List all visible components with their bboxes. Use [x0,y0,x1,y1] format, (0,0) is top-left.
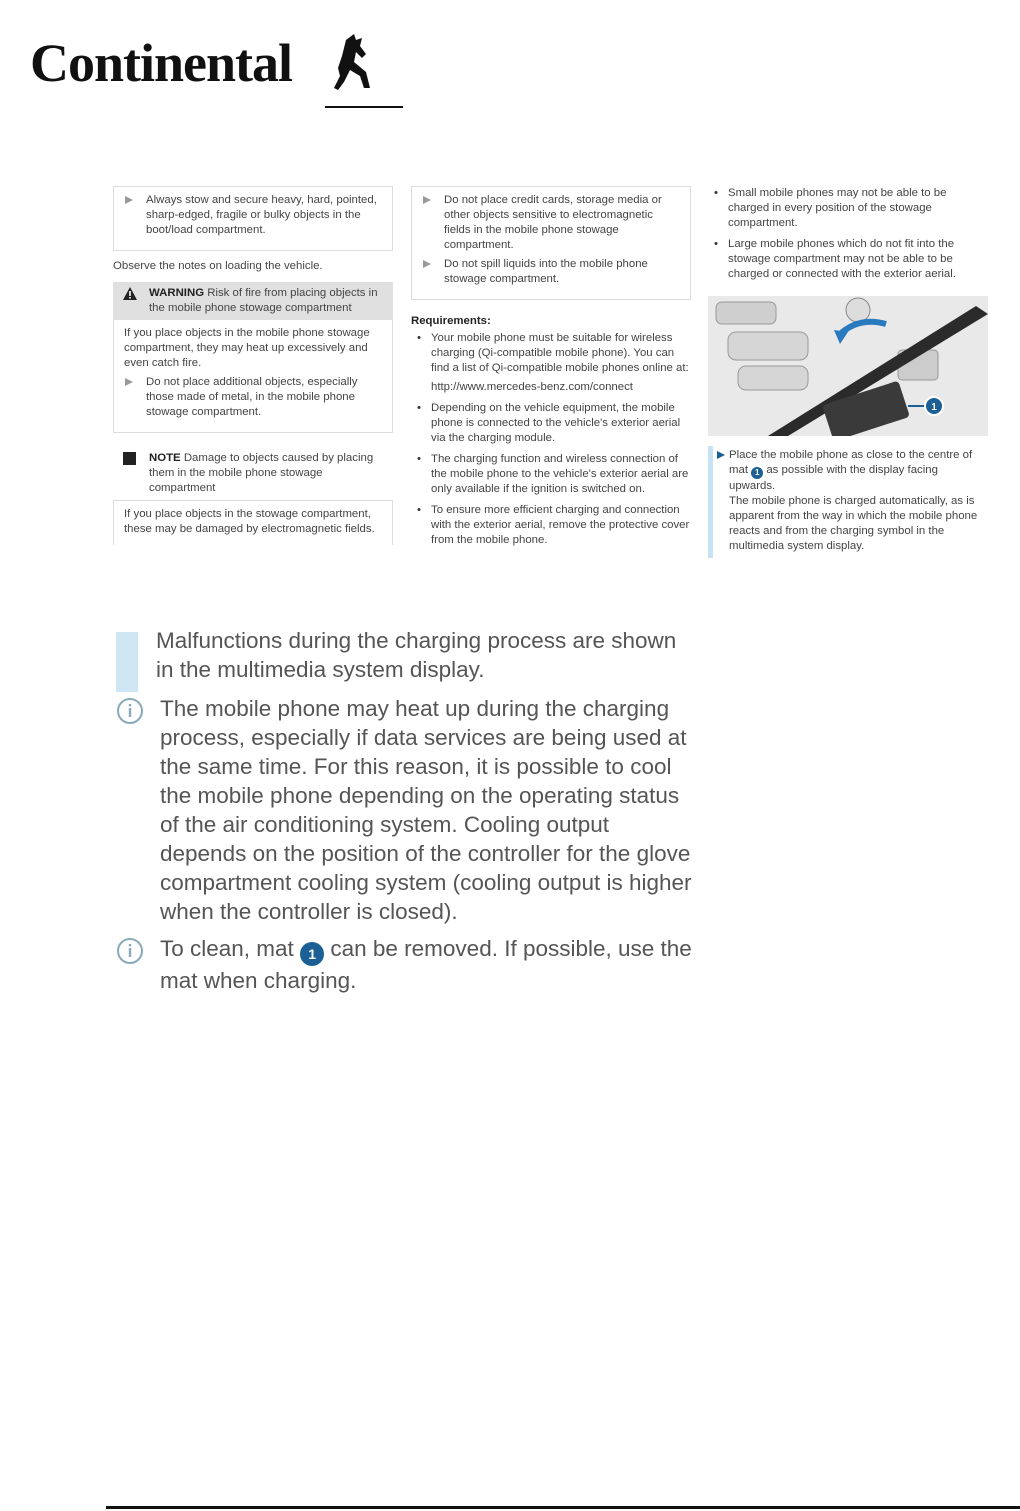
phone-size-list [708,186,990,282]
column-3 [708,186,990,558]
connect-url: http://www.mercedes-benz.com/connect [431,381,633,393]
list-item-text: Small mobile phones may not be able to be charged in every position of the stowage compartment. [728,187,947,229]
warning-action-text: Do not place additional objects, especially those made of metal, in the mobile phone stowage compartment. [146,376,358,418]
mat-callout-badge: 1 [751,467,763,479]
mat-callout-badge: 1 [300,942,324,966]
instruction-item [422,193,680,253]
info-icon [116,937,144,965]
list-item-text: Large mobile phones which do not fit into the stowage compartment may not be able to be charged or connected with the exterior aerial. [728,238,956,280]
list-item [708,186,990,231]
instruction-item [124,193,382,238]
info-icon [116,697,144,725]
info-text-b: can be removed. If possible, use the mat when charging. [160,936,692,993]
warning-triangle-icon [123,287,137,300]
note-body [113,500,393,545]
list-item-text: The charging function and wireless connection of the mobile phone to the vehicle's exterior aerial are only available if the ignition is switched on. [431,453,689,495]
logo-text: Continental [30,33,293,93]
note-title: Damage to objects caused by placing them in the mobile phone stowage compartment [149,452,374,494]
list-item-text: Depending on the vehicle equipment, the mobile phone is connected to the vehicle's exterior aerial via the charging module. [431,402,681,444]
arrow-icon [422,195,432,205]
warning-body [113,320,393,433]
note-text: If you place objects in the stowage compartment, these may be damaged by electromagnetic fields. [124,508,375,535]
compartment-illustration [708,296,988,436]
column-2 [411,186,691,554]
info-note [112,934,692,995]
list-item [411,401,691,446]
warning-header [113,282,393,320]
list-item-text: Your mobile phone must be suitable for wireless charging (Qi-compatible mobile phone). You can find a list of Qi-compatible mobile phones online at: [431,332,689,374]
warning-label: WARNING [149,287,205,299]
arrow-icon [716,450,726,460]
column-1 [113,186,393,545]
instruction-step [708,446,990,558]
list-item [411,452,691,497]
note-label: NOTE [149,452,181,464]
horse-icon [326,32,378,94]
list-item [708,237,990,282]
continental-logo [30,28,380,98]
instruction-box [113,186,393,251]
malfunctions-text: Malfunctions during the charging process are shown in the multimedia system display. [156,628,677,682]
arrow-icon [124,195,134,205]
list-item-text: To ensure more efficient charging and connection with the exterior aerial, remove the protective cover from the mobile phone. [431,504,690,546]
arrow-icon [422,259,432,269]
footer-rule [106,1506,1020,1509]
info-note [112,694,692,926]
warning-title: Risk of fire from placing objects in the mobile phone stowage compartment [149,287,378,314]
step-result-text: The mobile phone is charged automatically, as is apparent from the way in which the mobile phone reacts and from the charging symbol in the multimedia system display. [729,495,978,552]
step-text-b: as possible with the display facing upwards. [729,464,938,492]
highlight-bar [116,632,138,692]
instruction-text: Always stow and secure heavy, hard, pointed, sharp-edged, fragile or bulky objects in the boot/load compartment. [146,194,377,236]
callout-number: 1 [931,402,937,413]
warning-action [124,375,382,420]
instruction-text: Do not spill liquids into the mobile phone stowage compartment. [444,258,648,285]
zoomed-section [112,626,692,1003]
instruction-text: Do not place credit cards, storage media or other objects sensitive to electromagnetic fields in the mobile phone stowage compartment. [444,194,662,251]
note-icon [123,452,136,465]
instruction-item [422,257,680,287]
requirements-list-cont [411,401,691,548]
instruction-box [411,186,691,300]
observe-text: Observe the notes on loading the vehicle. [113,260,323,272]
charging-compartment-photo [708,296,988,436]
list-item [411,503,691,548]
info-text-a: To clean, mat [160,936,294,961]
arrow-icon [124,377,134,387]
list-item [411,331,691,376]
note-header [113,447,393,500]
info-text: The mobile phone may heat up during the charging process, especially if data services are being used at the same time. For this reason, it is possible to cool the mobile phone depending on the operating status of the air conditioning system. Cooling output depends on the position of the controller for the glove compartment cooling system (cooling output is higher when the controller is closed). [160,696,692,924]
requirements-title: Requirements: [411,315,491,327]
warning-text: If you place objects in the mobile phone stowage compartment, they may heat up excessively and even catch fire. [124,327,370,369]
requirements-list [411,331,691,376]
step-text-a: Place the mobile phone as close to the centre of mat [729,449,973,476]
logo-underline [325,106,403,108]
